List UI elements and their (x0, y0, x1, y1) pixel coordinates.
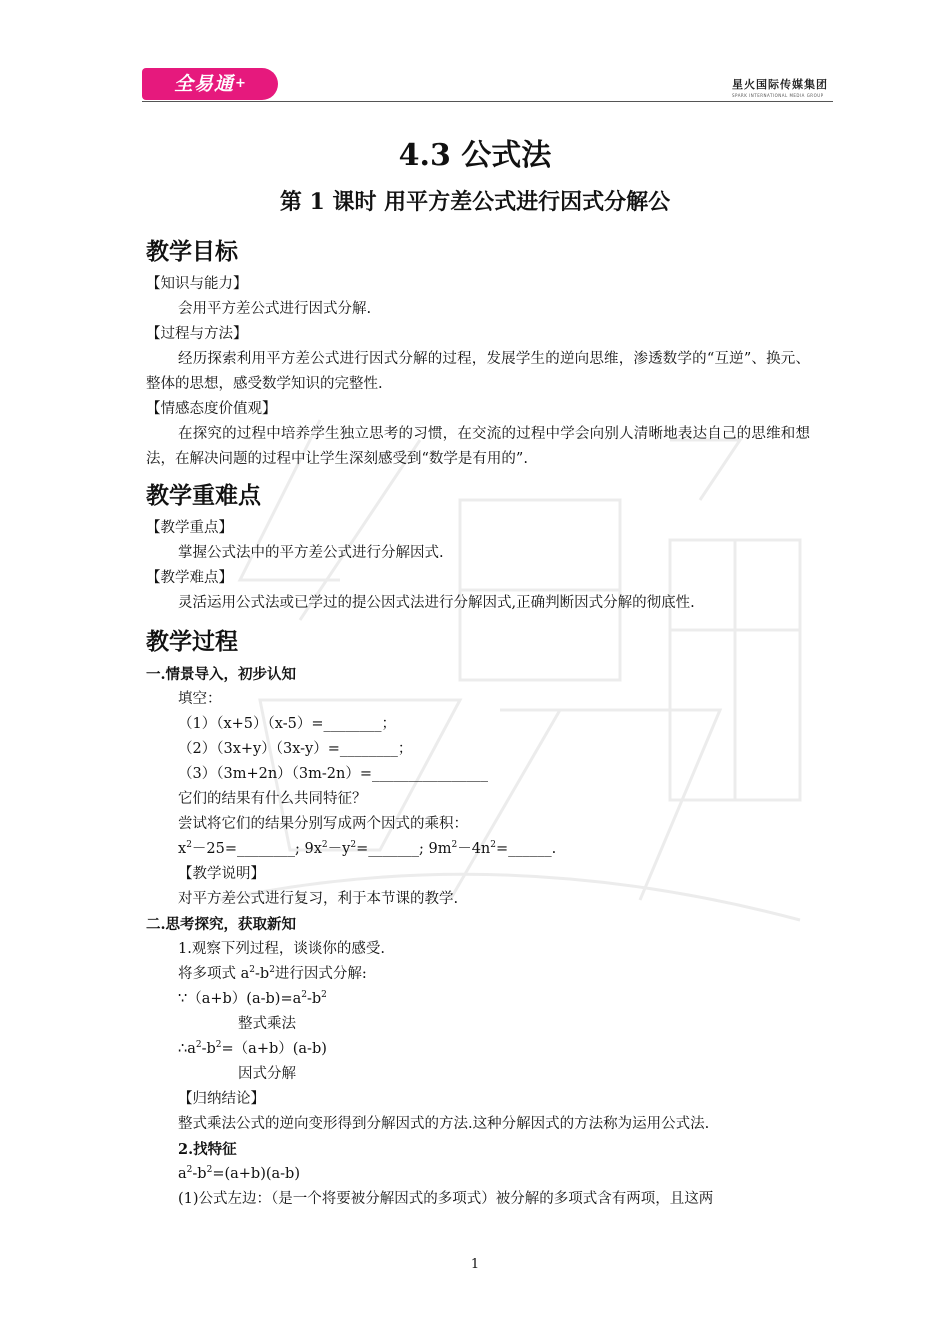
header-divider (142, 101, 833, 102)
fill-prompt: 填空： (178, 691, 222, 707)
heading-goals: 教学目标 (146, 238, 238, 265)
text-attitude: 在探究的过程中培养学生独立思考的习惯，在交流的过程中学会向别人清晰地表达自己的思维和想法，在解决问题的过程中让学生深刻感受到“数学是有用的”. (146, 426, 810, 467)
label-process-method: 【过程与方法】 (146, 326, 248, 342)
label-key: 【教学重点】 (146, 520, 233, 536)
logo-text: 全易通 (174, 73, 235, 95)
therefore-line: $\therefore a^2-b^2=(a+b)(a-b)$ (178, 1040, 327, 1057)
text-process-method: 经历探索利用平方差公式进行因式分解的过程，发展学生的逆向思维，渗透数学的“互逆”、换元、整体的思想，感受数学知识的完整性. (146, 351, 810, 392)
page-title: 4.3 公式法 (398, 138, 552, 173)
label-attitude: 【情感态度价值观】 (146, 401, 277, 417)
text-conclusion: 整式乘法公式的逆向变形得到分解因式的方法.这种分解因式的方法称为运用公式法. (178, 1116, 710, 1132)
question-3: （3）（3m+2n）（3m-2n）=________________ (178, 766, 489, 782)
try-prompt: 尝试将它们的结果分别写成两个因式的乘积： (178, 816, 468, 832)
section-2-title: 二.思考探究，获取新知 (146, 916, 297, 933)
label-multiplication: 整式乘法 (238, 1016, 296, 1032)
publisher-name-cn: 星火国际传媒集团 (732, 78, 828, 91)
text-teaching-note: 对平方差公式进行复习，利于本节课的教学. (178, 891, 459, 907)
text-key: 掌握公式法中的平方差公式进行分解因式. (178, 545, 444, 561)
publisher-name-en: SPARK INTERNATIONAL MEDIA GROUP (732, 93, 824, 98)
difference-of-squares-formula: $a^2-b^2=(a+b)(a-b)$ (178, 1165, 300, 1182)
label-factorization: 因式分解 (238, 1066, 296, 1082)
publisher-brand (732, 76, 828, 98)
observe-prompt: 1.观察下列过程，谈谈你的感受. (178, 941, 385, 957)
text-difficulty: 灵活运用公式法或已学过的提公因式法进行分解因式,正确判断因式分解的彻底性. (178, 595, 695, 611)
question-1: （1）（x+5）（x-5）=________； (178, 716, 396, 732)
factor-equations: $x^2-25=\_\_\_\_\_\_\_\_$; $9x^2-y^2=\_\_\_\_\_\_\_$; $9m^2-4n^2=\_\_\_\_\_\_$. (178, 840, 557, 857)
page-number: 1 (470, 1257, 480, 1272)
label-knowledge: 【知识与能力】 (146, 276, 248, 292)
heading-keypoints: 教学重难点 (146, 482, 261, 509)
logo-plus: + (235, 76, 247, 91)
find-features-title: 2.找特征 (178, 1141, 237, 1158)
brand-logo (142, 68, 278, 100)
question-2: （2）（3x+y）（3x-y）=________； (178, 741, 413, 757)
heading-process: 教学过程 (146, 628, 238, 655)
common-feature-question: 它们的结果有什么共同特征？ (178, 791, 367, 807)
label-conclusion: 【归纳结论】 (178, 1091, 265, 1107)
factor-task: 将多项式 $a^2-b^2$进行因式分解: (178, 965, 367, 982)
section-1-title: 一.情景导入，初步认知 (146, 666, 297, 683)
page-subtitle: 第 1 课时 用平方差公式进行因式分解公 (279, 189, 671, 215)
text-knowledge: 会用平方差公式进行因式分解. (178, 301, 372, 317)
because-line: $\because(a+b)(a-b)=a^2-b^2$ (178, 990, 327, 1007)
label-teaching-note: 【教学说明】 (178, 866, 265, 882)
label-difficulty: 【教学难点】 (146, 570, 233, 586)
formula-left-side: (1)公式左边：（是一个将要被分解因式的多项式）被分解的多项式含有两项，且这两 (178, 1191, 714, 1207)
document-body (146, 232, 810, 1212)
